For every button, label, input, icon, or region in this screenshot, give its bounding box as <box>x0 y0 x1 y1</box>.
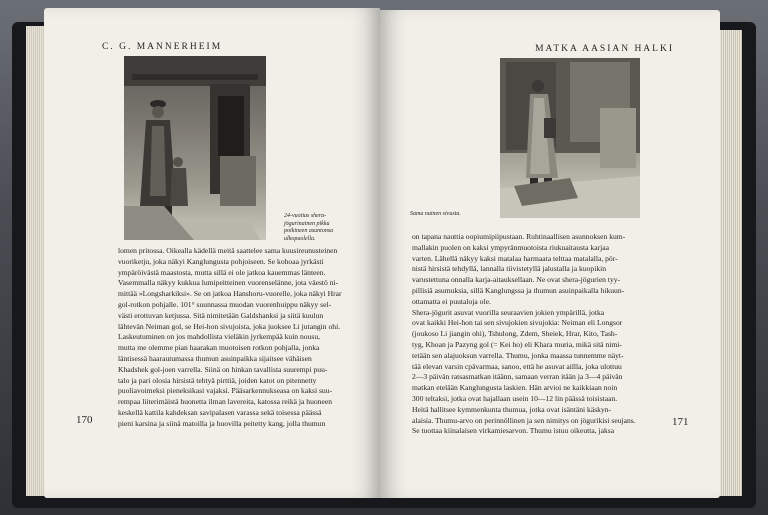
text-line: tyg, Khoan ja Pazyng gol (= Kei ho) eli Khara muria, mikä sitä nimi- <box>412 339 622 349</box>
text-line: gol-rotkon pohjalle. 101° suunnassa muodan vuorenhuippu näkyy sel- <box>118 299 332 309</box>
text-line: mallakin puolen on kaksi ympyränmuotoista riukuaitausta karjaa <box>412 242 609 252</box>
text-line: ottamatta ei puutaloja ole. <box>412 296 491 306</box>
text-line: lähtevän Neiman gol, se Hei-hon sivujoista, joka juoksee Li jutangin ohi. <box>118 321 341 331</box>
running-header-right: MATKA AASIAN HALKI <box>535 44 674 54</box>
text-line: ympäröivästä maastosta, mutta sillä ei ole jatkoa kauemmas länteen. <box>118 267 326 277</box>
text-line: Shera-jögurit asuvat vuorilla seuraavien jokien ympärillä, jotka <box>412 307 605 317</box>
text-line: talo ja pari olosia hirsistä tehtyä pirttiä, joiden katot on pitennetty <box>118 375 317 385</box>
right-photo-caption: Sama nainen sivusta. <box>410 211 461 217</box>
text-line: puoliavoimeksi pieneksikasi vajaksi. Pääsarkennukseasa on kaksi suu- <box>118 386 333 396</box>
text-line: Laskeutuminen on jos mahdollista vieläkin jyrkempää kuin nousu, <box>118 332 321 342</box>
text-line: lomen pritossa. Oikealla kädellä meitä saattelee sama kuusireunusteinen <box>118 246 338 255</box>
text-line: pillisiä asumuksia, sillä Kanglungssa ja thumun asuinpaikalla hikuun- <box>412 285 625 295</box>
text-line: läntisessä haarautumassa thumun asuinpaikka sijaitsee vähäisen <box>118 353 312 363</box>
text-line: vuoriketju, joka näkyi Kanglungusta pohjoiseen. Se kohoaa jyrkästi <box>118 256 324 266</box>
text-line: Vasemmalla näkyy kukkua lumipeitteinen vuorenselänne, jota väestö ni- <box>118 278 339 288</box>
left-page <box>44 8 380 498</box>
text-line: nistä hirsistä tehdyllä, lannalla tiivistetyllä jalustalla ja kuopikin <box>412 264 607 274</box>
text-line: 300 teltaksi, jotka ovat hajallaan usein 10—12 lin päässä toisistaan. <box>412 393 618 403</box>
text-line: keskellä kattila kahdeksan savipalasen varassa sekä toisessa päässä <box>118 407 322 417</box>
left-photo-caption: 24-vuotias shera-jögurinainen pikku poikineen asuntonsa ulkopuolella. <box>284 213 334 242</box>
text-line: ovat kaikki Hei-hon tai sen sivujokien sivujokia: Neiman eli Longsor <box>412 318 623 328</box>
text-line: tetään sen alajuoksun varrella. Thumu, jonka maassa tunnemme näyt- <box>412 350 624 360</box>
text-line: mittää »Longsharkiksi». Se on jatkoa Hanshoru-vuorelle, joka näkyi Hrar <box>118 289 342 299</box>
photo-woman-side-view <box>500 58 640 218</box>
text-line: matkan etelään Kanglungusta laskien. Hän arvioi ne kaikkiaan noin <box>412 383 618 393</box>
text-line: varten. Lähellä näkyy kaksi matalaa harmaata telttaa matalalla, pör- <box>412 253 618 263</box>
text-line: varustettuna onnalla karja-aitauksellaan. Ne ovat shera-jögurien tyy- <box>412 275 621 285</box>
text-line: rempaa liiterimäistä huonetta ilman lavereita, katossa reikä ja huoneen <box>118 397 333 407</box>
text-line: tää elevan varsin cpävarmaa, sanoo, että he asuvat aillla, joka ulottuu <box>412 361 622 371</box>
text-line: on tapana nauttia oopiumipiipustaan. Ruhtinaallisen asunnoksen kum- <box>412 232 626 241</box>
text-line: pieni karsina ja siinä matoilla ja huovilla peitetty kang, jolla thumun <box>118 418 326 428</box>
photo-woman-with-child <box>124 56 266 240</box>
text-line: alaisia. Thumu-arvo on perinnöllinen ja sen nimitys on jögurikisi seujans. <box>412 415 636 425</box>
running-header-left: C. G. MANNERHEIM <box>102 42 223 52</box>
text-line: västi erottuvan ketjussa. Sitä nimitetään Galdshanksi ja siitä kuulun <box>118 310 324 320</box>
text-line: Heitä hallitsee kymmenkunta thumua, jotka ovat isäntäni käskyn- <box>412 404 612 414</box>
text-line: mutta me olemme pian haarakan muotoisen rotkon pohjalla, jonka <box>118 343 320 353</box>
right-page <box>380 10 720 498</box>
text-line: (joukoso Li jiangin ohi), Tshulong, Zdem, Sheiek, Hrar, Kito, Tash- <box>412 329 618 339</box>
text-line: Khadshek gol-joen varrella. Siinä on hinkan tavallista suurempi puu- <box>118 364 328 374</box>
right-page-number: 171 <box>672 416 689 428</box>
left-body-text <box>118 246 368 430</box>
text-line: Se tuottaa kiinalaisen virkamiesarvon. Thumu istuu oikeutta, jaksa <box>412 426 615 436</box>
text-line: 2—3 päivän ratsasmatkan itäänn, samaan verran itään ja 3—4 päivän <box>412 372 623 382</box>
right-body-text <box>412 232 656 437</box>
left-page-number: 170 <box>76 414 93 426</box>
